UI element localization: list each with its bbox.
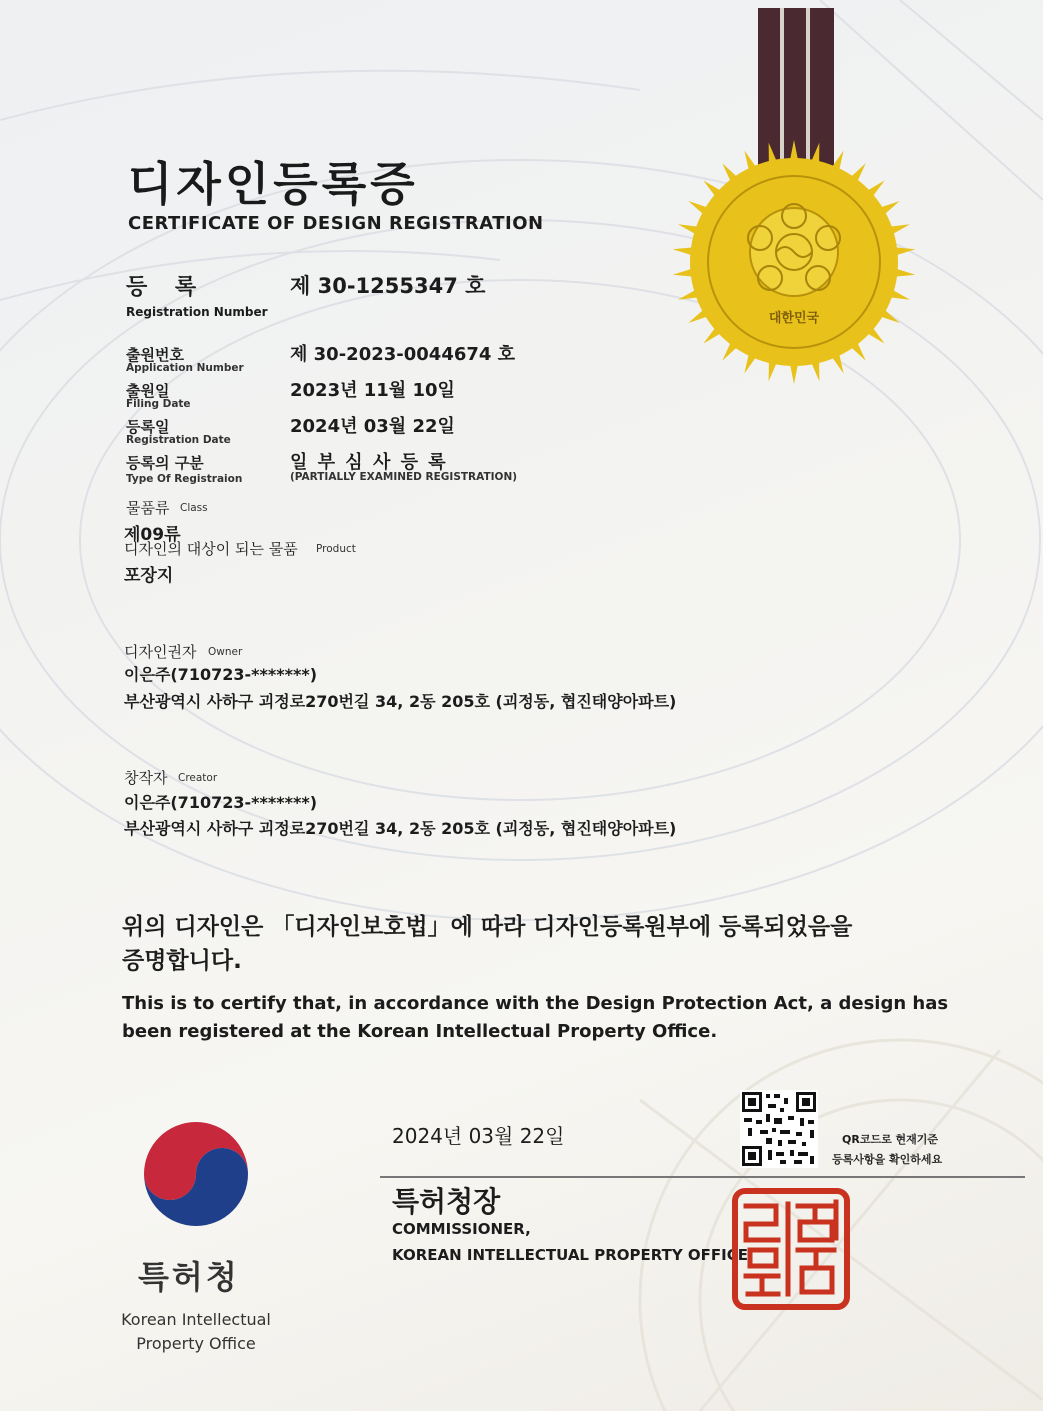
registration-type-label-ko: 등록의 구분 bbox=[126, 454, 204, 472]
registration-number: 제 30-1255347 호 bbox=[290, 274, 486, 298]
commissioner-en-line2: KOREAN INTELLECTUAL PROPERTY OFFICE bbox=[392, 1246, 749, 1264]
class-label-ko: 물품류 bbox=[126, 499, 170, 517]
filing-date-label-ko: 출원일 bbox=[126, 382, 170, 400]
registration-label-en: Registration Number bbox=[126, 305, 268, 319]
filing-date-value: 2023년 11월 10일 bbox=[290, 380, 455, 401]
owner-label-en: Owner bbox=[208, 646, 243, 658]
qr-note-line1: QR코드로 현재기준 bbox=[842, 1133, 939, 1146]
certification-ko-line2: 증명합니다. bbox=[122, 948, 242, 974]
certification-ko-line1: 위의 디자인은 「디자인보호법」에 따라 디자인등록원부에 등록되었음을 bbox=[122, 914, 853, 940]
application-number-label-en: Application Number bbox=[126, 362, 244, 374]
application-number-label-ko: 출원번호 bbox=[126, 346, 184, 364]
registration-date-value: 2024년 03월 22일 bbox=[290, 416, 455, 437]
registration-type-value-en: (PARTIALLY EXAMINED REGISTRATION) bbox=[290, 471, 518, 483]
office-en-line1: Korean Intellectual bbox=[121, 1310, 271, 1329]
office-en-line2: Property Office bbox=[136, 1334, 256, 1353]
title-english: CERTIFICATE OF DESIGN REGISTRATION bbox=[128, 213, 544, 234]
filing-date-label-en: Filing Date bbox=[126, 398, 191, 410]
class-value: 제09류 bbox=[124, 525, 181, 545]
creator-label-ko: 창작자 bbox=[124, 769, 168, 787]
creator-label-en: Creator bbox=[178, 772, 218, 784]
qr-note-line2: 등록사항을 확인하세요 bbox=[832, 1153, 943, 1166]
registration-date-label-ko: 등록일 bbox=[126, 418, 170, 436]
office-name-en bbox=[108, 1308, 284, 1356]
commissioner-title-en bbox=[392, 1216, 748, 1268]
product-value: 포장지 bbox=[124, 566, 174, 586]
class-label-en: Class bbox=[180, 502, 208, 514]
certification-en-line1: This is to certify that, in accordance with the Design Protection Act, a design has bbox=[122, 993, 949, 1014]
commissioner-en-line1: COMMISSIONER, bbox=[392, 1220, 531, 1238]
title-korean: 디자인등록증 bbox=[128, 157, 419, 211]
registration-type-value: 일 부 심 사 등 록 bbox=[290, 452, 448, 473]
product-label-en: Product bbox=[316, 543, 356, 555]
qr-note bbox=[832, 1130, 942, 1170]
owner-address: 부산광역시 사하구 괴정로270번길 34, 2동 205호 (괴정동, 협진태양아파트) bbox=[124, 692, 677, 711]
issue-date: 2024년 03월 22일 bbox=[392, 1124, 565, 1148]
registration-type-label-en: Type Of Registraion bbox=[126, 473, 243, 485]
signature-line bbox=[380, 1176, 1025, 1178]
official-red-stamp bbox=[732, 1188, 850, 1310]
qr-code[interactable] bbox=[740, 1090, 818, 1168]
registration-label-ko: 등 록 bbox=[126, 275, 207, 300]
kipo-taeguk-logo-icon bbox=[134, 1112, 258, 1236]
creator-name: 이은주(710723-*******) bbox=[124, 793, 318, 812]
owner-label-ko: 디자인권자 bbox=[124, 643, 197, 661]
gold-seal bbox=[672, 140, 916, 384]
certification-statement-ko bbox=[122, 910, 922, 978]
seal-text: 대한민국 bbox=[768, 311, 820, 326]
creator-address: 부산광역시 사하구 괴정로270번길 34, 2동 205호 (괴정동, 협진태양아파트) bbox=[124, 819, 677, 838]
owner-name: 이은주(710723-*******) bbox=[124, 665, 318, 684]
certification-en-line2: been registered at the Korean Intellectual Property Office. bbox=[122, 1021, 718, 1042]
application-number-value: 제 30-2023-0044674 호 bbox=[290, 344, 516, 365]
office-name-ko: 특허청 bbox=[138, 1258, 240, 1296]
product-label-ko: 디자인의 대상이 되는 물품 bbox=[124, 540, 298, 558]
certification-statement-en bbox=[122, 990, 952, 1046]
registration-date-label-en: Registration Date bbox=[126, 434, 231, 446]
commissioner-title-ko: 특허청장 bbox=[392, 1185, 501, 1218]
